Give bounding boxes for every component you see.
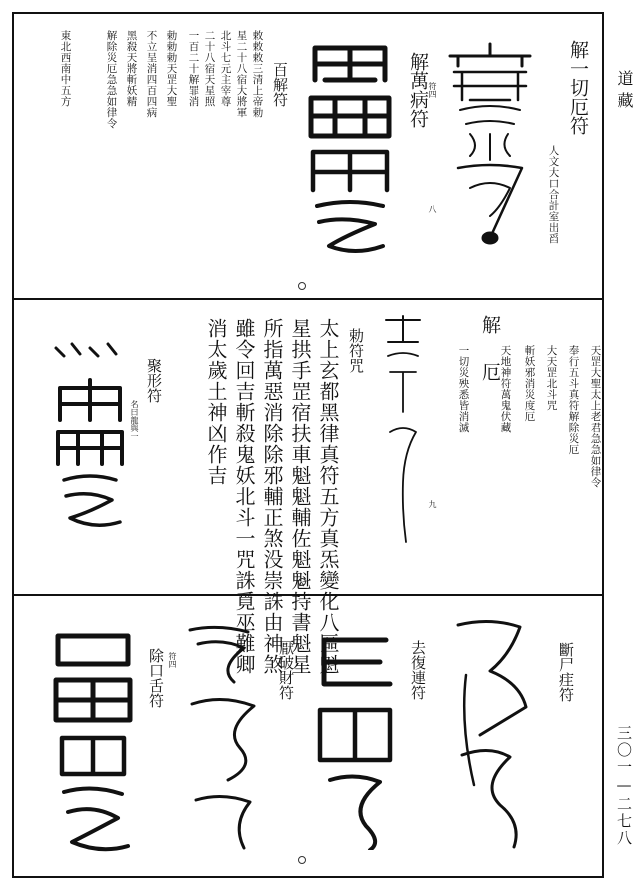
panel1-col3: 北斗七元主宰尊 [219, 30, 232, 107]
incantation-col1: 太上玄都黑律真符五方真炁變化八區魁 [316, 318, 340, 675]
panel2-left-title: 聚形符 [145, 358, 163, 403]
panel1-col5: 一百二十解罪消 [187, 30, 200, 107]
panel1-right-note: 人文大口合計室出舀 [547, 145, 560, 244]
panel2-small-col4: 斬妖邪消災度厄 [523, 345, 536, 422]
panel2-small-col3: 大天罡北斗咒 [545, 345, 558, 411]
page-number: 三〇一—二七八 [615, 725, 633, 847]
panel1-col7: 不立呈消四百四病 [145, 30, 158, 118]
panel3-title3: 厭破財符 [277, 640, 295, 700]
margin-title: 道藏 [615, 70, 634, 114]
panel2-small-col2: 奉行五斗真符解除災厄 [567, 345, 580, 455]
panel3-mark: 符四 [168, 652, 177, 668]
talisman-duan-shizhu [440, 615, 540, 855]
panel1-col10: 東北西南中五方 [59, 30, 72, 107]
panel2-center-title: 勅符咒 [347, 328, 365, 373]
panel1-col6: 勅勅勅天罡大聖 [165, 30, 178, 107]
incantation-col4: 雖令回吉斬殺鬼妖北斗一咒誅覓巫難卿 [232, 318, 256, 675]
panel1-mid-note: 符四 [428, 82, 437, 98]
panel1-mid-title: 解萬病符 [407, 52, 429, 128]
panel1-right-title: 解一切厄符 [567, 40, 589, 135]
incantation-col2: 星拱手罡宿扶車魁魁輔佐魁魁持書魁星 [288, 318, 312, 675]
panel1-col9: 解除災厄急急如律令 [105, 30, 118, 129]
binding-mark [298, 856, 306, 864]
talisman-juxing [50, 340, 130, 540]
panel1-col4: 二十八宿天星照 [203, 30, 216, 107]
binding-mark [298, 282, 306, 290]
panel1-left-title: 百解符 [271, 62, 289, 107]
panel1-col8: 黑殺天將斬妖精 [125, 30, 138, 107]
panel3-title4: 除口舌符 [147, 648, 165, 708]
panel2-left-note: 名曰龍與一 [130, 400, 139, 440]
talisman-chu-koushe [48, 628, 138, 860]
panel3-title2: 去復連符 [409, 640, 427, 700]
panel2-right-title: 解厄 [479, 315, 501, 409]
panel1-small-mark: 八 [428, 205, 437, 213]
talisman-qu-fulian [310, 630, 400, 850]
talisman-jie-wanbing [305, 40, 395, 265]
talisman-yan-pocai [178, 620, 268, 855]
incantation-col3: 所指萬惡消除除邪輔正煞没崇誅由神煞 [260, 318, 284, 675]
panel1-col1: 敕敕敕三清上帝勅 [251, 30, 264, 118]
panel2-small-col6: 一切災殃悉皆消滅 [457, 345, 470, 433]
panel2-mark: 九 [428, 500, 437, 508]
panel2-small-col5: 天地神符萬鬼伏藏 [499, 345, 512, 433]
talisman-small-column [378, 312, 428, 552]
incantation-col5: 消太歲土神凶作吉 [204, 318, 228, 486]
panel1-col2: 星二十八宿大將軍 [235, 30, 248, 118]
talisman-jie-yiqie [440, 38, 540, 253]
panel3-right-title: 斷尸疰符 [557, 642, 575, 702]
panel-divider-top [12, 298, 604, 300]
panel2-small-col1: 天罡大聖太上老君急急如律令 [589, 345, 602, 488]
binding-mark [298, 578, 306, 586]
